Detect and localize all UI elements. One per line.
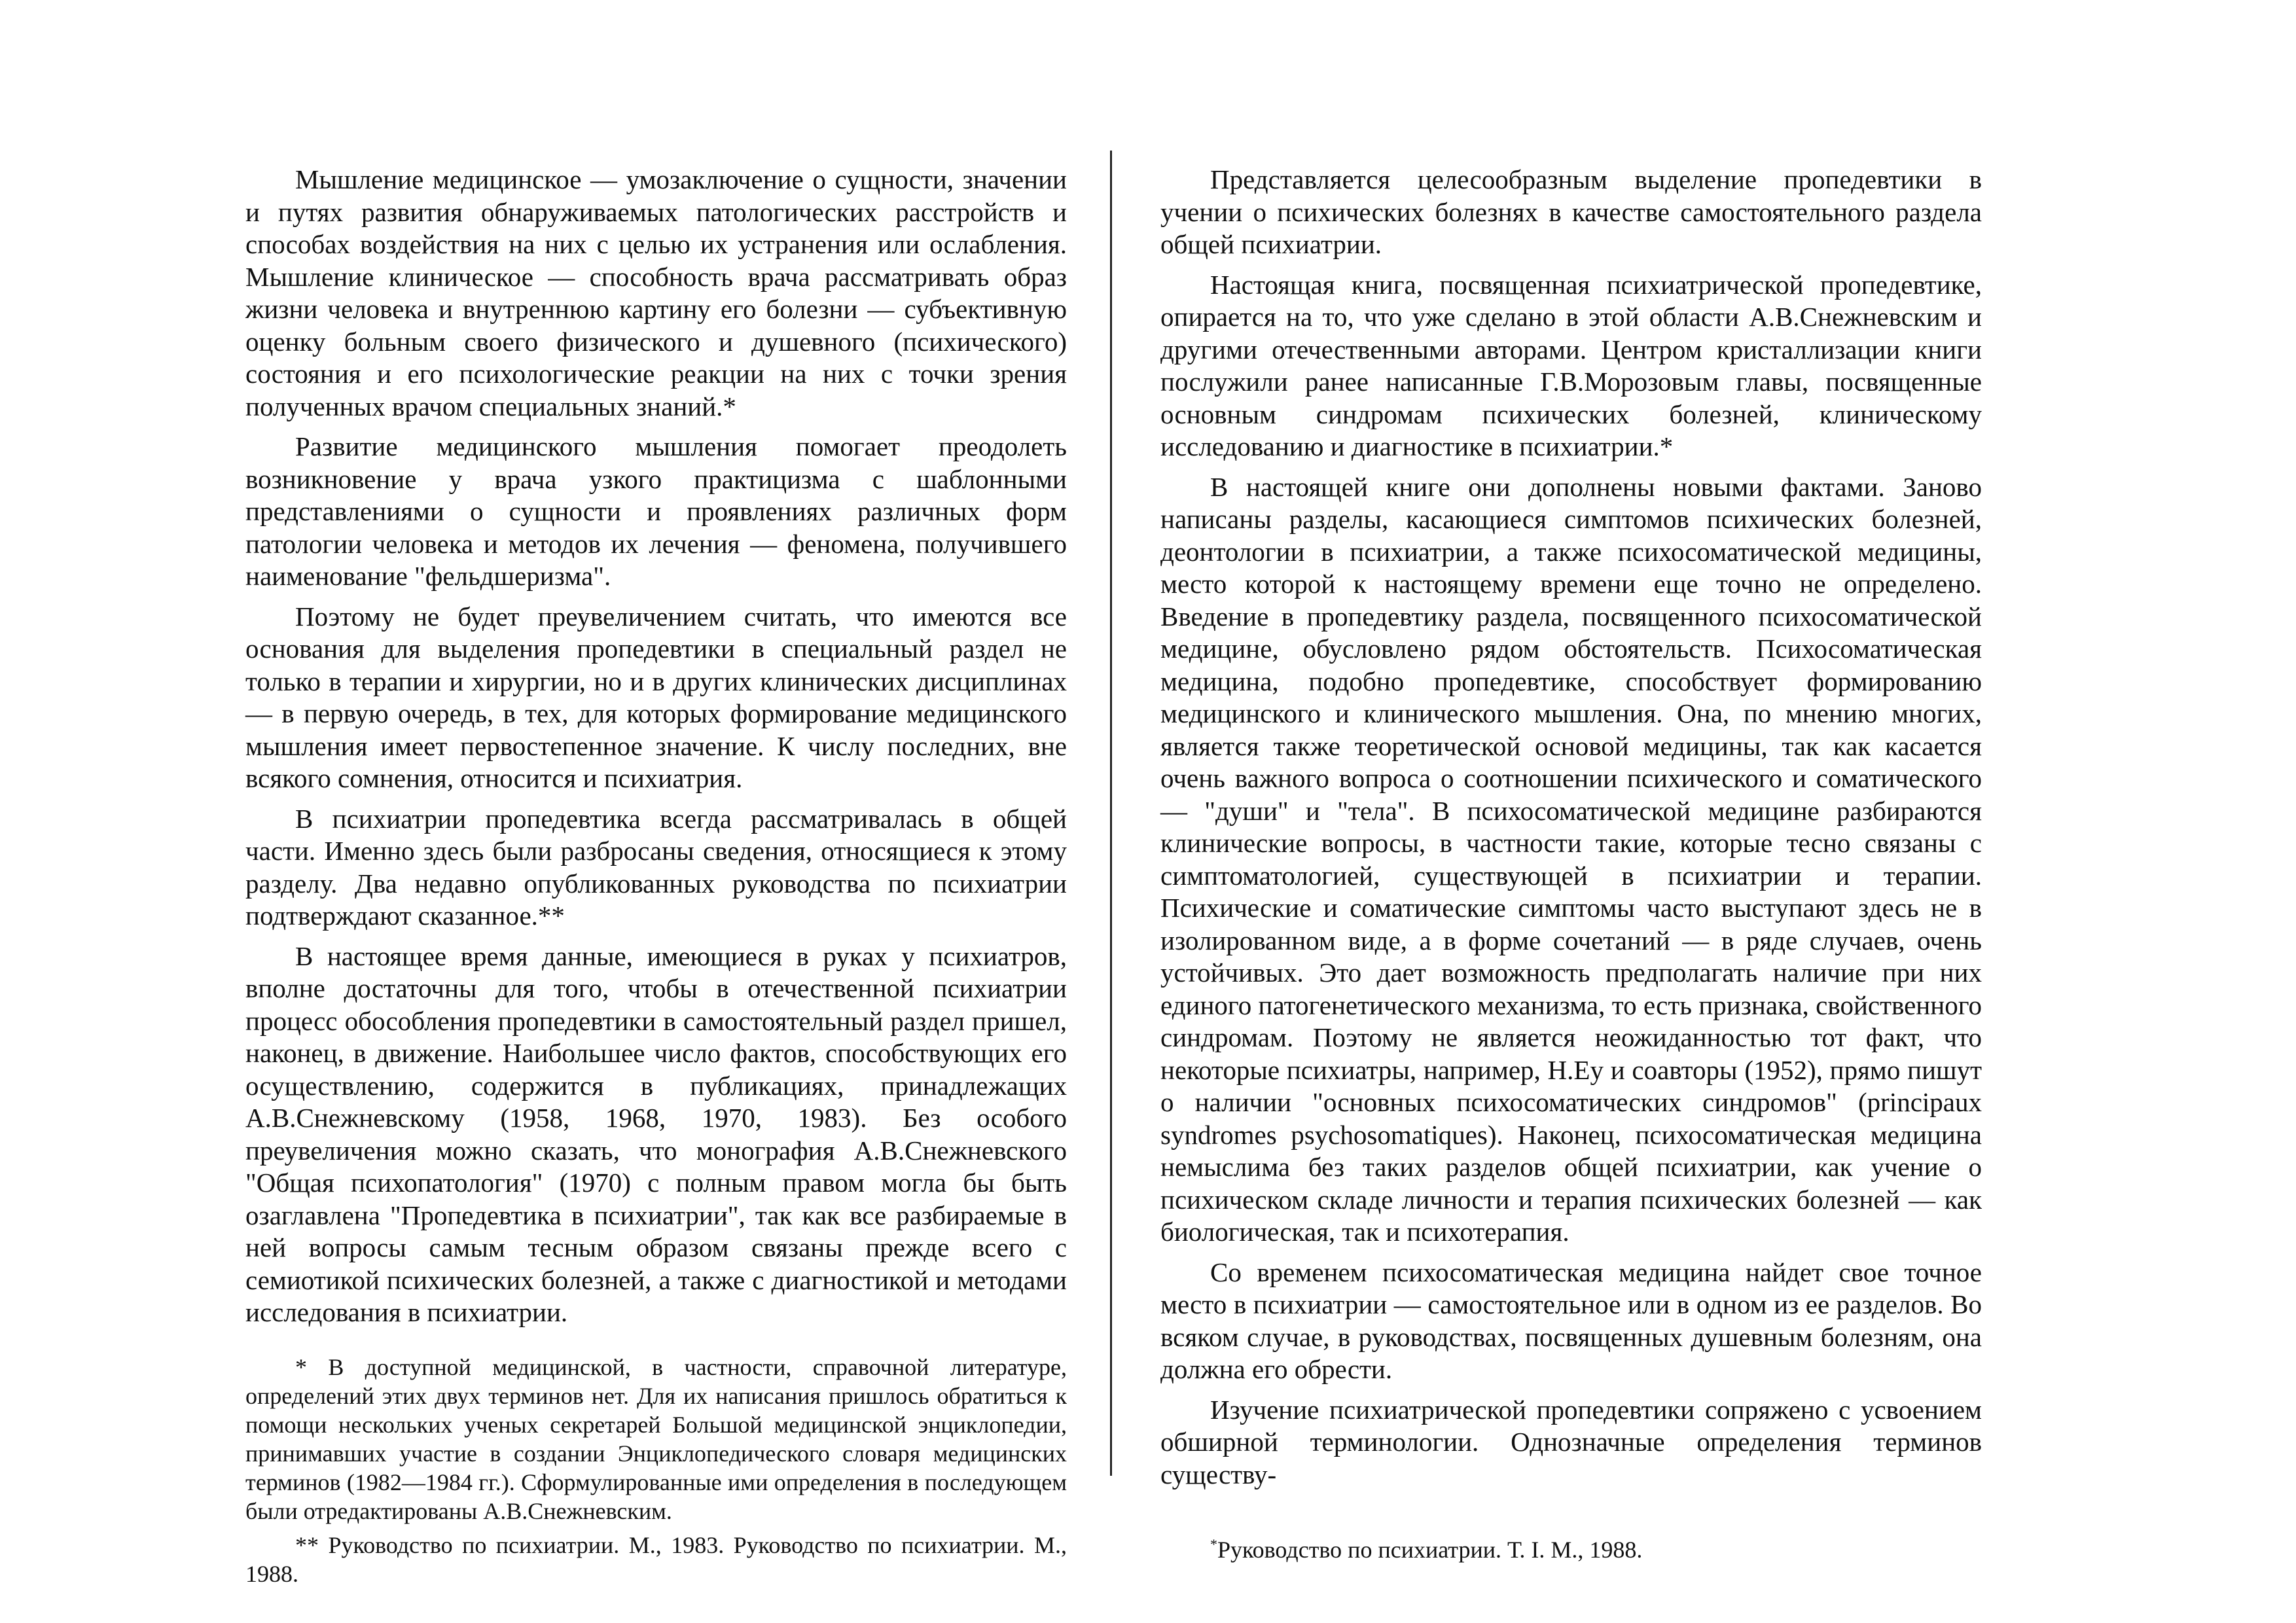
left-footnote-1: * В доступной медицинской, в частности, справочной литературе, определений этих двух терминов нет. Для их написания пришлось обратиться к помощи нескольких ученых секретарей Большой медицинской энциклопедии, принимавших участие в создании Энциклопедического словаря медицинских терминов (1982—1984 гг.). Сформулированные ими определения в последующем были отредактированы А.В.Снежневским.	[245, 1353, 1067, 1524]
right-paragraph-1: Представляется целесообразным выделение пропедевтики в учении о психических болезнях в качестве самостоятельного раздела общей психиатрии.	[1160, 164, 1982, 259]
right-footnote-text: Руководство по психиатрии. Т. I. М., 1988.	[1217, 1537, 1643, 1563]
left-footnote-2: ** Руководство по психиатрии. М., 1983. Руководство по психиатрии. М., 1988.	[245, 1531, 1067, 1587]
left-page	[245, 164, 1067, 1594]
right-footnote	[1160, 1530, 1982, 1564]
left-paragraph-5: В настоящее время данные, имеющиеся в руках у психиатров, вполне достаточны для того, чтобы в отечественной психиатрии процесс обособления пропедевтики в самостоятельный раздел пришел, наконец, в движение. Наибольшее число фактов, способствующих его осуществлению, содержится в публикациях, принадлежащих А.В.Снежневскому (1958, 1968, 1970, 1983). Без особого преувеличения можно сказать, что монография А.В.Снежневского "Общая психопатология" (1970) с полным правом могла бы быть озаглавлена "Пропедевтика в психиатрии", так как все разбираемые в ней вопросы самым тесным образом связаны прежде всего с семиотикой психических болезней, а также с диагностикой и методами исследования в психиатрии.	[245, 940, 1067, 1327]
left-paragraph-2: Развитие медицинского мышления помогает преодолеть возникновение у врача узкого практицизма с шаблонными представлениями о сущности и проявлениях различных форм патологии человека и методов их лечения — феномена, получившего наименование "фельдшеризма".	[245, 431, 1067, 591]
left-footnotes	[245, 1353, 1067, 1588]
left-paragraph-4: В психиатрии пропедевтика всегда рассматривалась в общей части. Именно здесь были разбросаны сведения, относящиеся к этому разделу. Два недавно опубликованных руководства по психиатрии подтверждают сказанное.**	[245, 803, 1067, 931]
left-paragraph-3: Поэтому не будет преувеличением считать, что имеются все основания для выделения пропедевтики в специальный раздел не только в терапии и хирургии, но и в других клинических дисциплинах — в первую очередь, в тех, для которых формирование медицинского мышления имеет первостепенное значение. К числу последних, вне всякого сомнения, относится и психиатрия.	[245, 601, 1067, 793]
right-paragraph-2: Настоящая книга, посвященная психиатрической пропедевтике, опирается на то, что уже сделано в этой области А.В.Снежневским и другими отечественными авторами. Центром кристаллизации книги послужили ранее написанные Г.В.Морозовым главы, посвященные основным синдромам психических болезней, клиническому исследованию и диагностике в психиатрии.*	[1160, 269, 1982, 461]
page-gutter-divider	[1110, 151, 1112, 1476]
right-page	[1160, 164, 1982, 1588]
right-paragraph-4: Со временем психосоматическая медицина найдет свое точное место в психиатрии — самостоятельное или в одном из ее разделов. Во всяком случае, в руководствах, посвященных душевным болезням, она должна его обрести.	[1160, 1257, 1982, 1384]
right-footnote-mark: *	[1210, 1536, 1217, 1552]
right-paragraph-5: Изучение психиатрической пропедевтики сопряжено с усвоением обширной терминологии. Однозначные определения терминов существу-	[1160, 1394, 1982, 1489]
left-paragraph-1: Мышление медицинское — умозаключение о сущности, значении и путях развития обнаруживаемых патологических расстройств и способах воздействия на них с целью их устранения или ослабления. Мышление клиническое — способность врача рассматривать образ жизни человека и внутреннюю картину его болезни — субъективную оценку больным своего физического и душевного (психического) состояния и его психологические реакции на них с точки зрения полученных врачом специальных знаний.*	[245, 164, 1067, 421]
right-paragraph-3: В настоящей книге они дополнены новыми фактами. Заново написаны разделы, касающиеся симптомов психических болезней, деонтологии в психиатрии, а также психосоматической медицины, место которой к настоящему времени еще точно не определено. Введение в пропедевтику раздела, посвященного психосоматической медицине, обусловлено рядом обстоятельств. Психосоматическая медицина, подобно пропедевтике, способствует формированию медицинского и клинического мышления. Она, по мнению многих, является также теоретической основой медицины, так как касается очень важного вопроса о соотношении психического и соматического — "души" и "тела". В психосоматической медицине разбираются клинические вопросы, в частности такие, которые тесно связаны с симптоматологией, существующей в психиатрии и терапии. Психические и соматические симптомы часто выступают здесь не в изолированном виде, а в форме сочетаний — в ряде случаев, очень устойчивых. Это дает возможность предполагать наличие при них единого патогенетического механизма, то есть признака, свойственного синдромам. Поэтому не является неожиданностью тот факт, что некоторые психиатры, например, H.Ey и соавторы (1952), прямо пишут о наличии "основных психосоматических синдромов" (principaux syndromes psychosomatiques). Наконец, психосоматическая медицина немыслима без таких разделов общей психиатрии, как учение о психическом складе личности и терапия психических болезней — как биологическая, так и психотерапия.	[1160, 471, 1982, 1247]
